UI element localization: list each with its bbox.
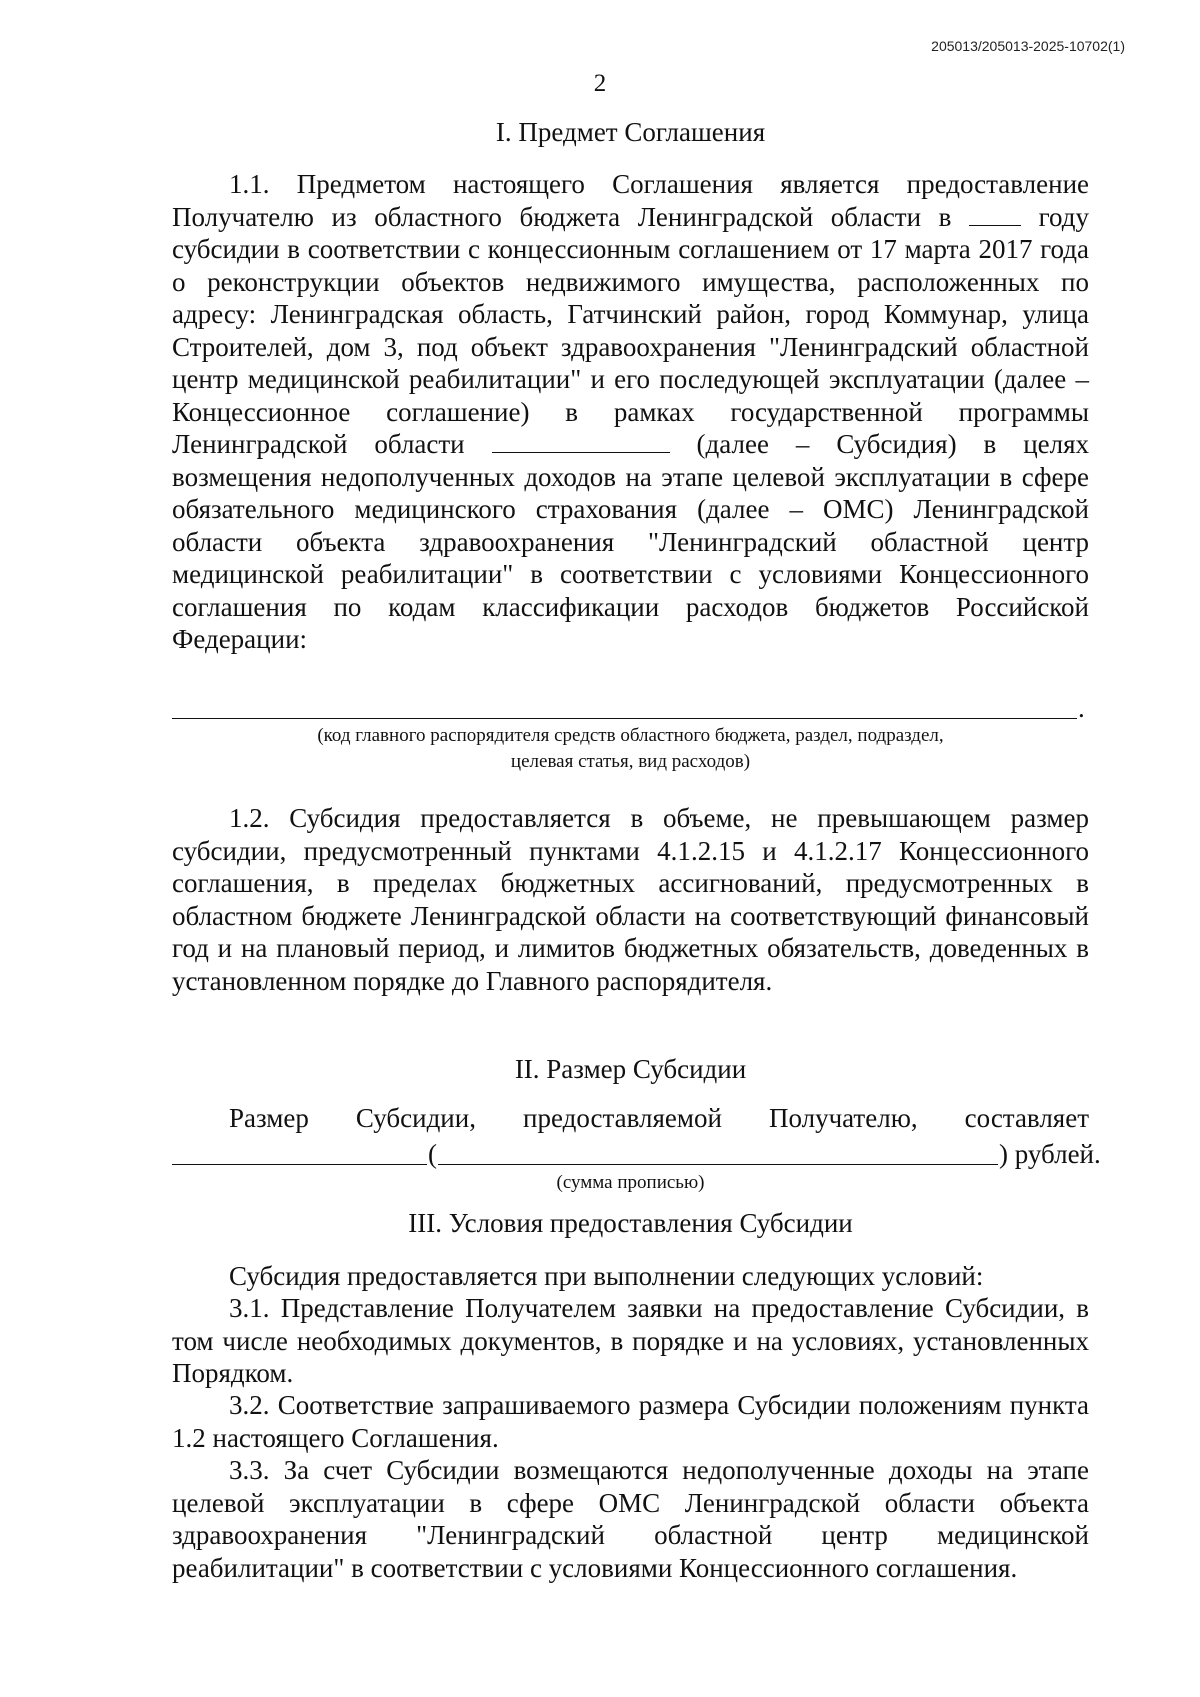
paragraph-3-3: 3.3. За счет Субсидии возмещаются недополученные доходы на этапе целевой эксплуатации в сфере ОМС Ленинградской области объекта здравоохранения "Ленинградский областной центр медицинской реабилитации" в соответствии с условиями Концессионного соглашения. [172, 1455, 1089, 1583]
paragraph-1-1-part-b: году субсидии в соответствии с концессионным соглашением от 17 марта 2017 года о реконструкции объектов недвижимого имущества, расположенных по адресу: Ленинградская область, Гатчинский район, город Коммунар, улица Строителей, дом 3, под объект здравоохранения "Ленинградский областной центр медицинской реабилитации" и его последующей эксплуатации (далее – Концессионное соглашение) в рамках государственной программы Ленинградской области [172, 201, 1090, 459]
paragraph-1-1 [172, 168, 1089, 656]
amount-open-paren: ( [428, 1139, 437, 1169]
budget-code-line [172, 717, 1077, 719]
subsidy-amount-text: Размер Субсидии, предоставляемой Получателю, составляет [229, 1103, 1089, 1133]
section-1-title: I. Предмет Соглашения [495, 117, 766, 147]
amount-currency: ) рублей. [999, 1139, 1101, 1169]
budget-code-note [172, 723, 1089, 775]
amount-words-blank [438, 1164, 998, 1165]
subsidy-amount-line [172, 1138, 1101, 1170]
paragraph-1-1-part-c: (далее – Субсидия) в целях возмещения недополученных доходов на этапе целевой эксплуатации в сфере обязательного медицинского страхования (далее – ОМС) Ленинградской области объекта здравоохранения "Ленинградский областной центр медицинской реабилитации" в соответствии с условиями Концессионного соглашения по кодам классификации расходов бюджетов Российской Федерации: [172, 429, 1090, 654]
amount-note: (сумма прописью) [556, 1172, 705, 1193]
section-3-title: III. Условия предоставления Субсидии [408, 1208, 853, 1238]
conditions-intro: Субсидия предоставляется при выполнении следующих условий: [229, 1261, 984, 1291]
paragraph-1-2: 1.2. Субсидия предоставляется в объеме, не превышающем размер субсидии, предусмотренный пунктами 4.1.2.15 и 4.1.2.17 Концессионного соглашения, в пределах бюджетных ассигнований, предусмотренных в областном бюджете Ленинградской области на соответствующий финансовый год и на плановый период, и лимитов бюджетных обязательств, доведенных в установленном порядке до Главного распорядителя. [172, 803, 1089, 996]
budget-code-dot: . [1078, 693, 1085, 723]
section-2-title: II. Размер Субсидии [514, 1054, 747, 1084]
program-blank [492, 451, 670, 453]
paragraph-3-1: 3.1. Представление Получателем заявки на предоставление Субсидии, в том числе необходимых документов, в порядке и на условиях, установленных Порядком. [172, 1293, 1089, 1388]
year-blank [969, 224, 1021, 226]
paragraph-3-2: 3.2. Соответствие запрашиваемого размера Субсидии положениям пункта 1.2 настоящего Соглашения. [172, 1390, 1089, 1453]
budget-code-note-line-1: (код главного распорядителя средств областного бюджета, раздел, подраздел, [317, 725, 944, 746]
paragraph-1-1-part-a: 1.1. Предметом настоящего Соглашения является предоставление Получателю из областного бюджета Ленинградской области в [172, 169, 1089, 232]
page-number: 2 [593, 70, 607, 97]
amount-digits-blank [172, 1164, 427, 1165]
document-id: 205013/205013-2025-10702(1) [931, 38, 1125, 54]
budget-code-note-line-2: целевая статья, вид расходов) [510, 751, 751, 772]
